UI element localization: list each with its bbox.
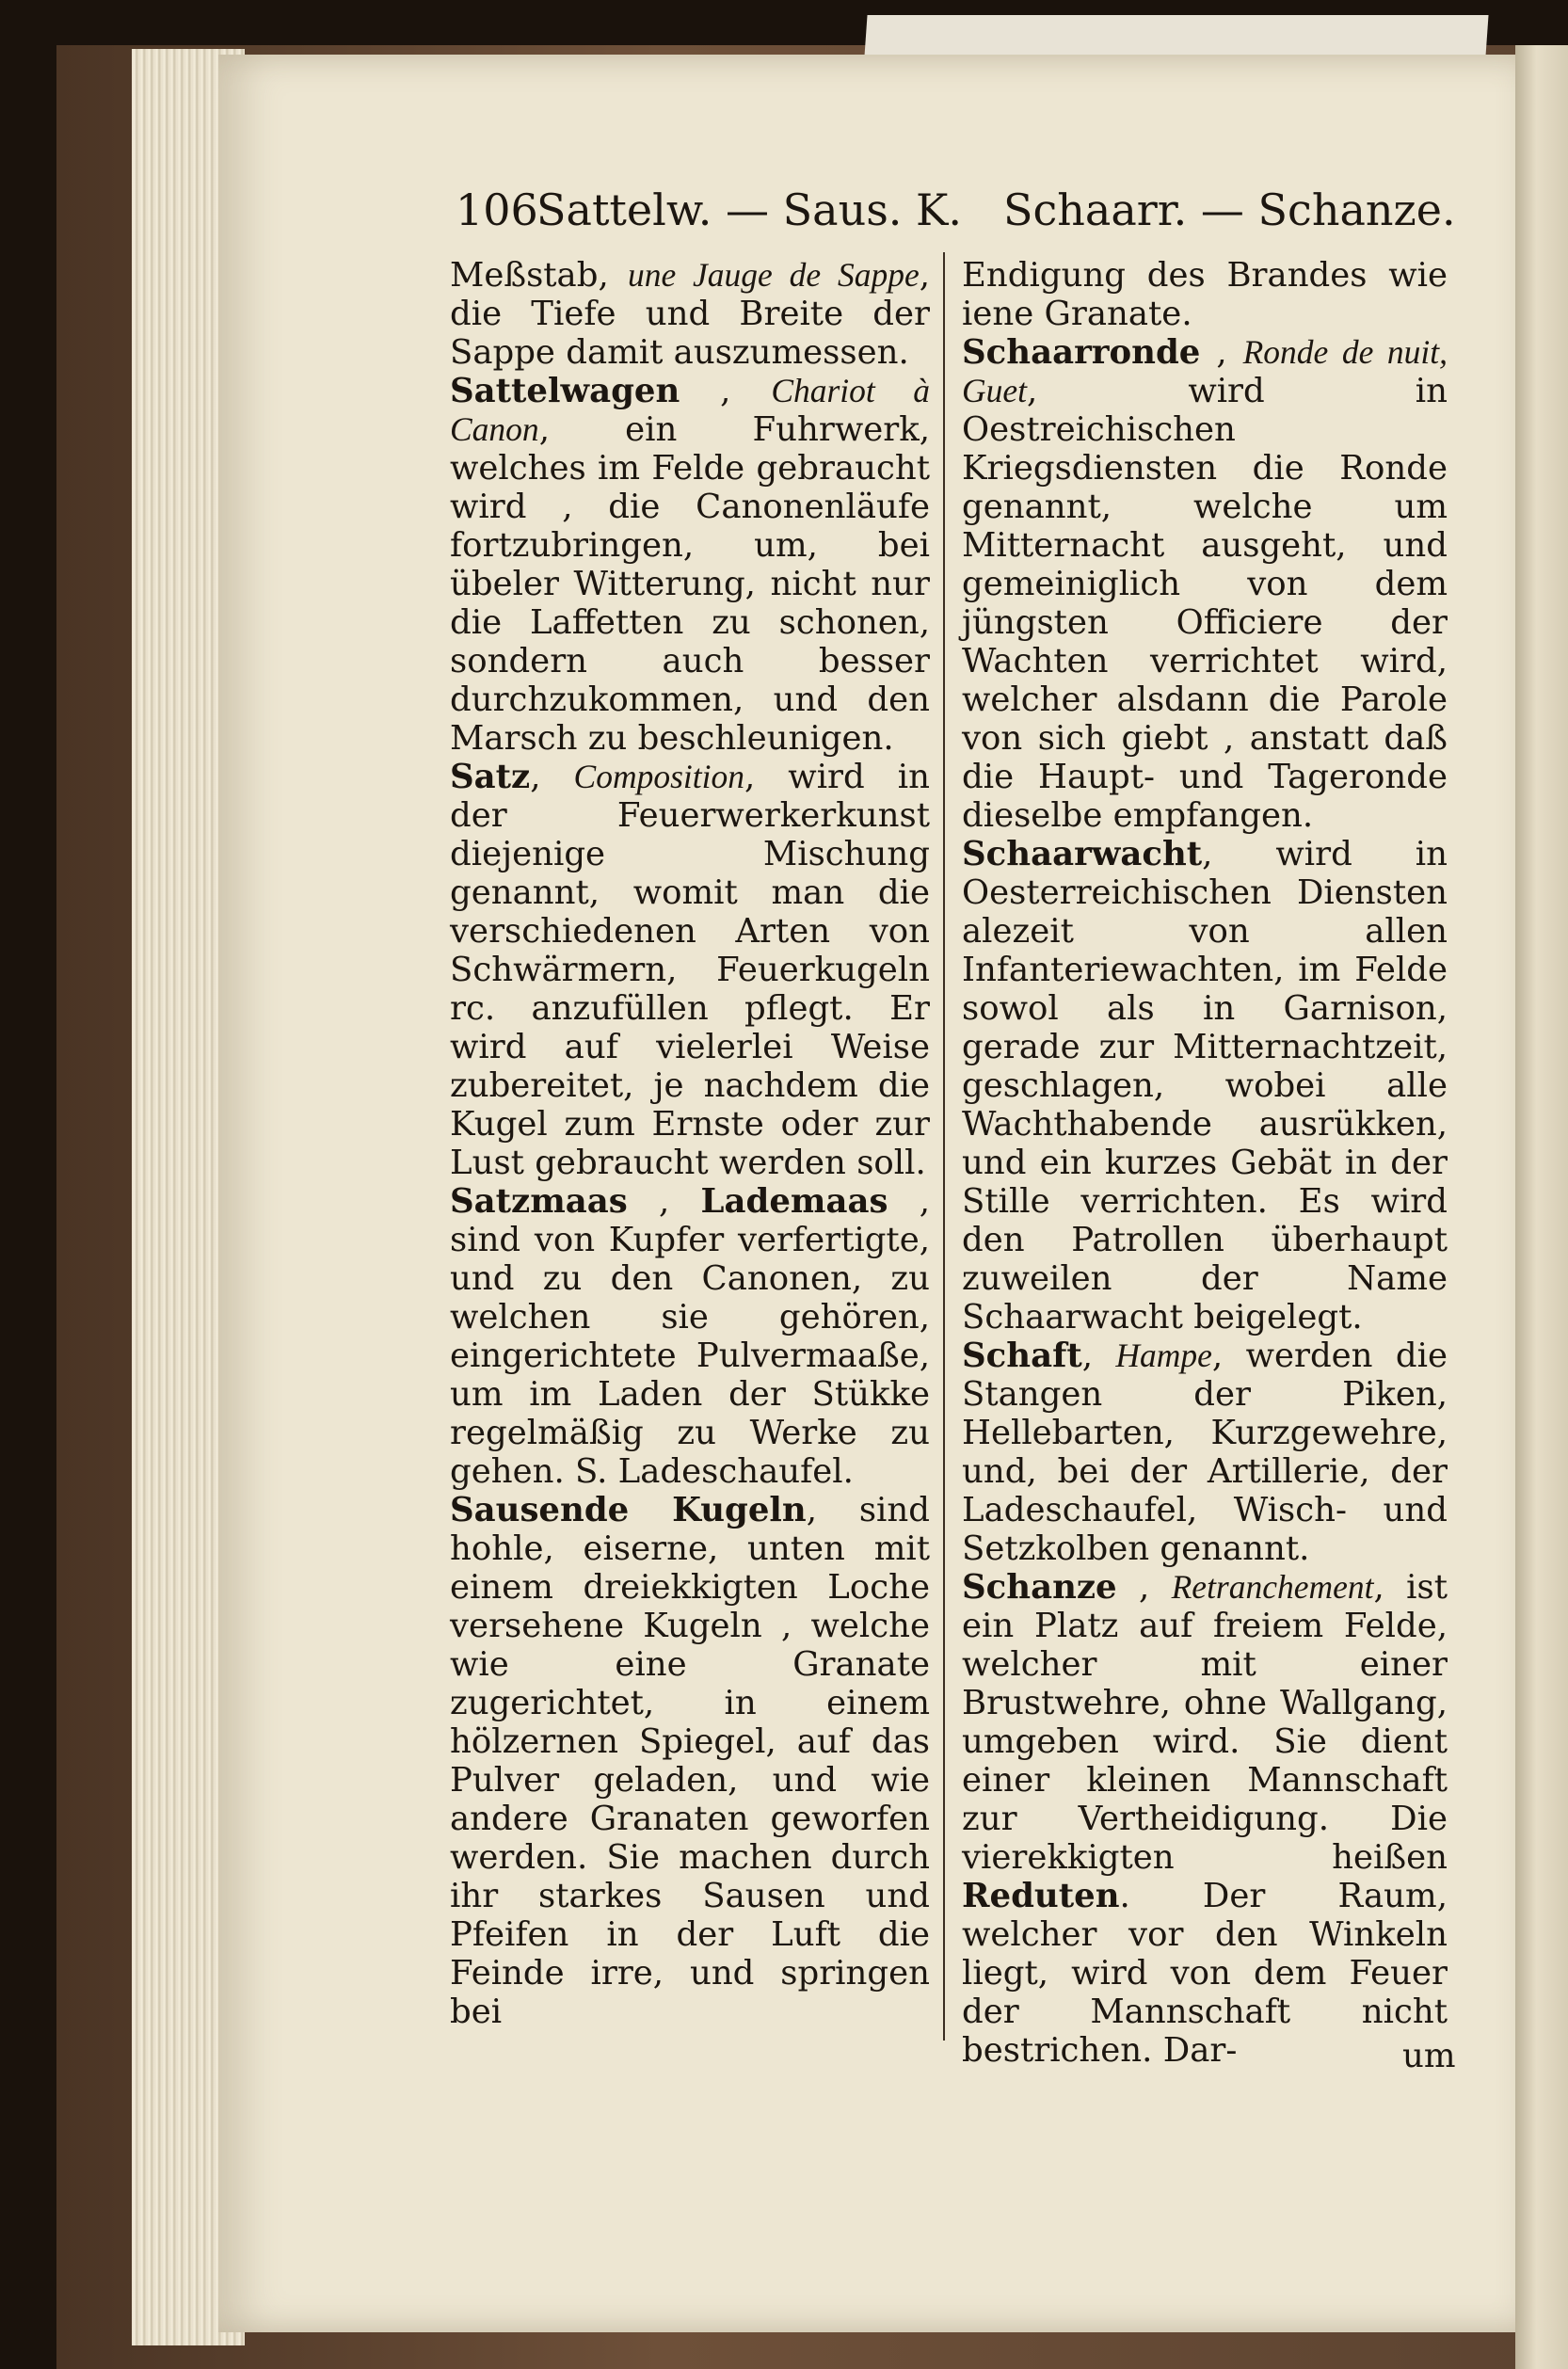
right-column: [962, 256, 1448, 2070]
headword: Satz: [450, 758, 531, 796]
page-number: 106: [456, 184, 538, 235]
french-term: Ronde de nuit, Guet: [962, 333, 1448, 409]
entry-satz: Satz, Composition, wird in der Feuerwerkerkunst diejenige Mischung genannt, womit man die verschiedenen Arten von Schwärmern, Feuerkugeln rc. anzufüllen pflegt. Er wird auf vielerlei Weise zubereitet, je nachdem die Kugel zum Ernste oder zur Lust gebraucht werden soll.: [450, 758, 930, 1182]
column-rule: [943, 252, 945, 2041]
headword: Sausende Kugeln: [450, 1491, 807, 1529]
paper-tab: [864, 15, 1488, 56]
header-left-range: Sattelw. — Saus. K.: [536, 184, 963, 235]
running-header: [0, 184, 1568, 245]
french-term: Chariot à Canon: [450, 372, 930, 448]
headword: Satzmaas: [450, 1182, 628, 1221]
header-right-range: Schaarr. — Schanze.: [1003, 184, 1456, 235]
entry-schaft: Schaft, Hampe, werden die Stangen der Piken, Hellebarten, Kurzgewehre, und, bei der Artillerie, der Ladeschaufel, Wisch- und Setzkolben genannt.: [962, 1337, 1448, 1568]
french-term: Retranchement: [1171, 1568, 1374, 1606]
headword: Schaft: [962, 1337, 1082, 1375]
entry-satzmaas: Satzmaas , Lademaas , sind von Kupfer verfertigte, und zu den Canonen, zu welchen sie gehören, eingerichtete Pulvermaaße, um im Laden der Stükke regelmäßig zu Werke zu gehen. S. Ladeschaufel.: [450, 1182, 930, 1491]
headword: Sattelwagen: [450, 372, 680, 410]
page-gutter: [1515, 45, 1568, 2369]
headword: Schanze: [962, 1568, 1117, 1607]
entry-schaarwacht: Schaarwacht, wird in Oesterreichischen Diensten alezeit von allen Infanteriewachten, im Felde sowol als in Garnison, gerade zur Mitternachtzeit, geschlagen, wobei alle Wachthabende ausrükken, und ein kurzes Gebät in der Stille verrichten. Es wird den Patrollen überhaupt zuweilen der Name Schaarwacht beigelegt.: [962, 835, 1448, 1337]
headword: Schaarronde: [962, 333, 1201, 372]
entry-continuation: Meßstab, une Jauge de Sappe, die Tiefe und Breite der Sappe damit auszumessen.: [450, 256, 930, 372]
headword-inline: Reduten: [962, 1877, 1120, 1915]
entry-continuation: Endigung des Brandes wie iene Granate.: [962, 256, 1448, 333]
french-term: Composition: [573, 758, 744, 795]
entry-schaarronde: Schaarronde , Ronde de nuit, Guet, wird in Oestreichischen Kriegsdiensten die Ronde genannt, welche um Mitternacht ausgeht, und gemeiniglich von dem jüngsten Officiere der Wachten verrichtet wird, welcher alsdann die Parole von sich giebt , anstatt daß die Haupt- und Tageronde dieselbe empfangen.: [962, 333, 1448, 835]
french-term: Hampe: [1115, 1337, 1212, 1374]
headword-alt: Lademaas: [700, 1182, 888, 1221]
entry-sausende-kugeln: Sausende Kugeln, sind hohle, eiserne, unten mit einem dreiekkigten Loche versehene Kugeln , welche wie eine Granate zugerichtet, in einem hölzernen Spiegel, auf das Pulver geladen, und wie andere Granaten geworfen werden. Sie machen durch ihr starkes Sausen und Pfeifen in der Luft die Feinde irre, und springen bei: [450, 1491, 930, 2031]
catchword: um: [1402, 2037, 1456, 2075]
entry-schanze: Schanze , Retranchement, ist ein Platz auf freiem Felde, welcher mit einer Brustwehre, ohne Wallgang, umgeben wird. Sie dient einer kleinen Mannschaft zur Vertheidigung. Die vierekkigten heißen Reduten. Der Raum, welcher vor den Winkeln liegt, wird von dem Feuer der Mannschaft nicht bestrichen. Dar-: [962, 1568, 1448, 2070]
headword: Schaarwacht: [962, 835, 1203, 873]
french-term: une Jauge de Sappe: [627, 256, 920, 294]
left-column: [450, 256, 930, 2031]
entry-sattelwagen: Sattelwagen , Chariot à Canon, ein Fuhrwerk, welches im Felde gebraucht wird , die Canonenläufe fortzubringen, um, bei übeler Witterung, nicht nur die Laffetten zu schonen, sondern auch besser durchzukommen, und den Marsch zu beschleunigen.: [450, 372, 930, 758]
